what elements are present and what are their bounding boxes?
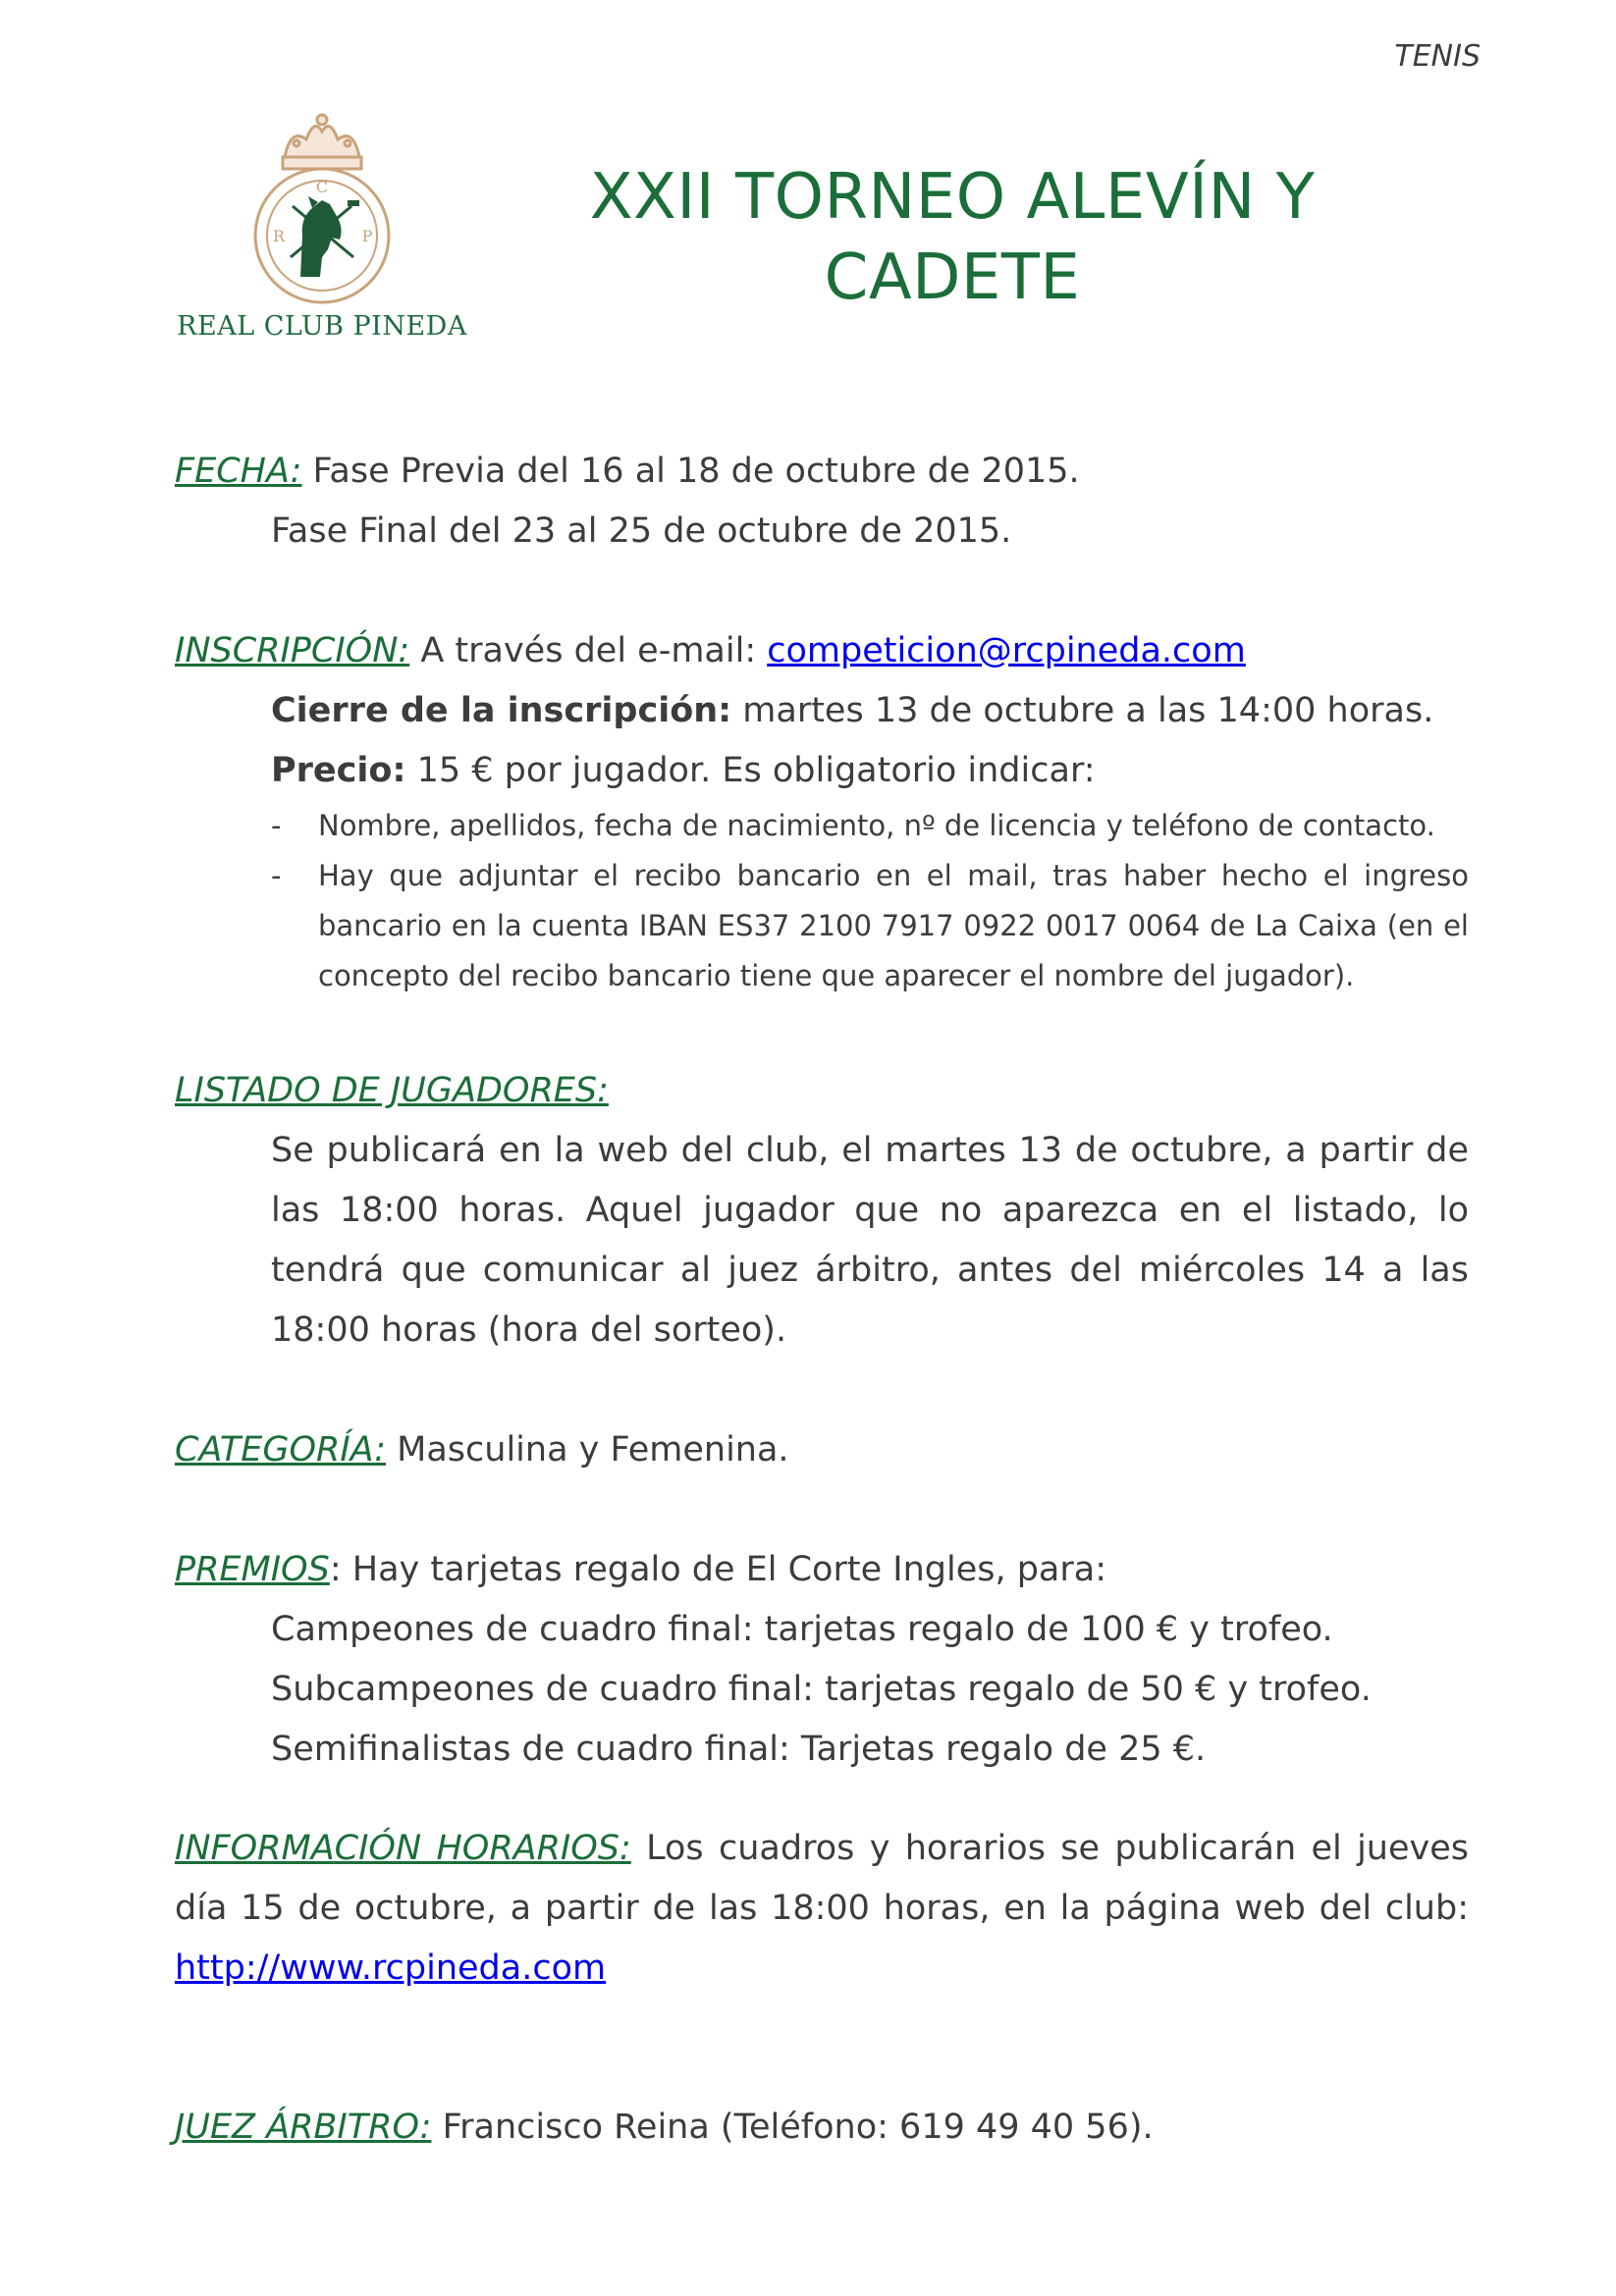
premio-item: Campeones de cuadro final: tarjetas regalo de 100 € y trofeo. <box>271 1610 1333 1649</box>
list-item: - Nombre, apellidos, fecha de nacimiento, nº de licencia y teléfono de contacto. <box>271 809 1435 842</box>
crest-letter-p: P <box>361 227 373 245</box>
premios-label: PREMIOS <box>175 1550 330 1589</box>
cierre-label: Cierre de la inscripción: <box>271 691 732 730</box>
title-line-2: CADETE <box>824 241 1081 314</box>
header-tag: TENIS <box>1394 39 1481 74</box>
precio-value: 15 € por jugador. Es obligatorio indicar: <box>405 751 1096 790</box>
inscripcion-label: INSCRIPCIÓN: <box>175 631 410 670</box>
horarios-text: Los cuadros y horarios se publicarán el jueves día 15 de octubre, a partir de las 18:00 horas, en la página web del club: <box>175 1829 1469 1928</box>
website-link[interactable]: http://www.rcpineda.com <box>175 1949 607 1988</box>
section-listado <box>175 1061 1469 1361</box>
section-fecha <box>175 442 1469 561</box>
premios-intro: : Hay tarjetas regalo de El Corte Ingles, para: <box>329 1550 1107 1589</box>
section-categoria <box>175 1420 1469 1480</box>
title-line-1: XXII TORNEO ALEVÍN Y <box>589 161 1316 234</box>
listado-label: LISTADO DE JUGADORES: <box>175 1071 609 1110</box>
section-juez <box>175 2098 1469 2158</box>
section-inscripcion <box>175 621 1469 1001</box>
fecha-line-1: Fase Previa del 16 al 18 de octubre de 2015. <box>301 452 1080 491</box>
premio-item: Semifinalistas de cuadro final: Tarjetas regalo de 25 €. <box>271 1730 1207 1769</box>
requirements-list <box>175 801 1469 1001</box>
fecha-line-2: Fase Final del 23 al 25 de octubre de 2015. <box>271 511 1012 551</box>
club-logo <box>175 110 469 355</box>
section-premios <box>175 1540 1469 1780</box>
document-body <box>175 442 1469 2158</box>
club-name: REAL CLUB PINEDA <box>177 311 467 342</box>
juez-value: Francisco Reina (Teléfono: 619 49 40 56). <box>431 2108 1154 2147</box>
list-item: - Hay que adjuntar el recibo bancario en el mail, tras haber hecho el ingreso bancario en la cuenta IBAN ES37 2100 7917 0922 0017 0064 de La Caixa (en el concepto del recibo bancario tiene que aparecer el nombre del jugador). <box>271 859 1469 992</box>
premio-item: Subcampeones de cuadro final: tarjetas regalo de 50 € y trofeo. <box>271 1670 1372 1709</box>
crest-letter-r: R <box>272 227 286 245</box>
categoria-label: CATEGORÍA: <box>175 1430 387 1469</box>
fecha-label: FECHA: <box>175 452 302 491</box>
horarios-label: INFORMACIÓN HORARIOS: <box>175 1829 631 1868</box>
section-horarios <box>175 1819 1469 1999</box>
page-title <box>550 157 1355 318</box>
categoria-value: Masculina y Femenina. <box>386 1430 789 1469</box>
email-link[interactable]: competicion@rcpineda.com <box>767 631 1246 670</box>
precio-label: Precio: <box>271 751 406 790</box>
club-crest-icon <box>175 110 469 306</box>
crest-letter-c: C <box>315 178 329 196</box>
inscripcion-intro: A través del e-mail: <box>409 631 768 670</box>
juez-label: JUEZ ÁRBITRO: <box>175 2108 432 2147</box>
cierre-value: martes 13 de octubre a las 14:00 horas. <box>731 691 1434 730</box>
listado-text: Se publicará en la web del club, el martes 13 de octubre, a partir de las 18:00 horas. Aquel jugador que no aparezca en el listado, lo tendrá que comunicar al juez árbitro, antes del miércoles 14 a las 18:00 horas (hora del sorteo). <box>271 1131 1469 1350</box>
